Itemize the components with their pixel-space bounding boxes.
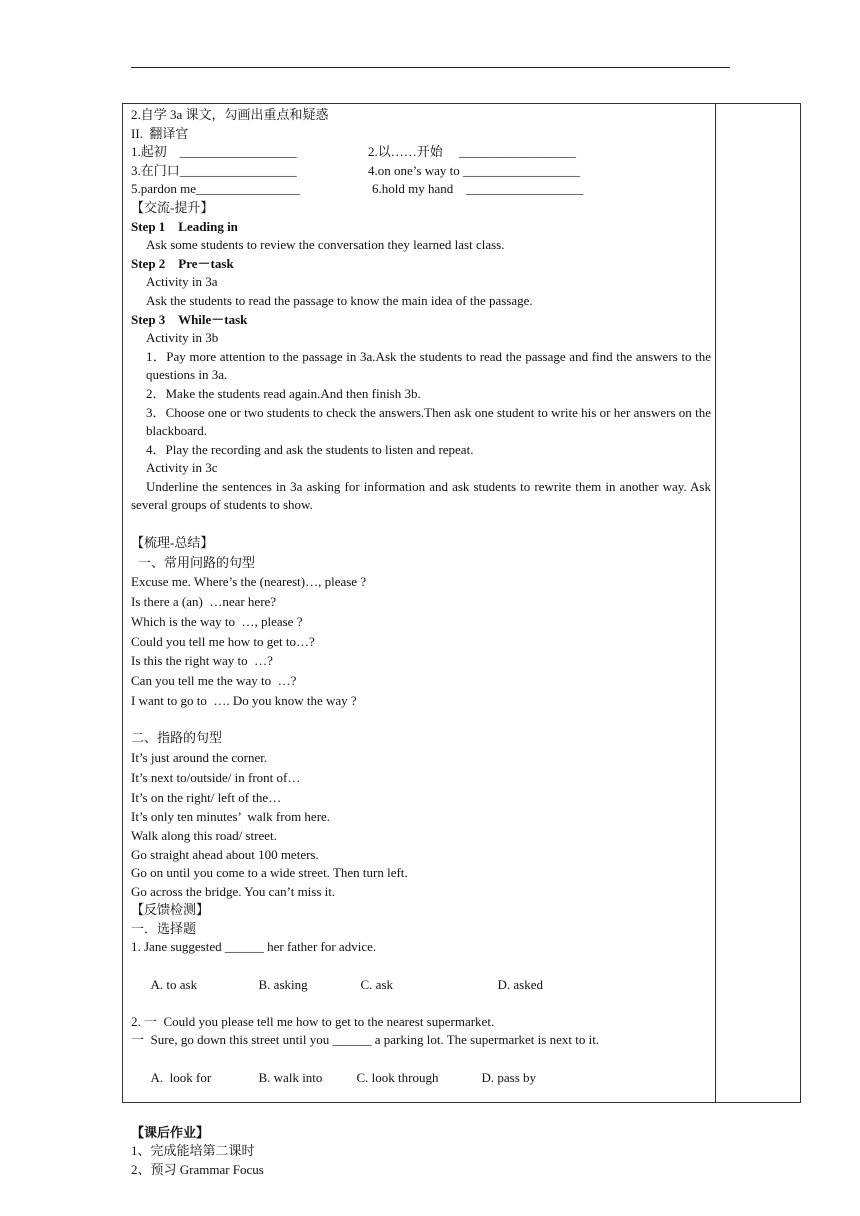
summary-heading: 【梳理-总结】 <box>131 535 214 551</box>
asking-sentence: Which is the way to …, please ? <box>131 613 303 629</box>
homework-item-1: 1、完成能培第二课时 <box>131 1143 255 1159</box>
giving-sentence: Go across the bridge. You can’t miss it. <box>131 883 336 899</box>
option-d: D. asked <box>497 976 543 992</box>
question-2: 2. 一 Could you please tell me how to get to the nearest supermarket. <box>131 1013 495 1029</box>
asking-sentence: Can you tell me the way to …? <box>131 672 297 688</box>
activity-3c-label: Activity in 3c <box>146 460 218 476</box>
giving-sentence: It’s on the right/ left of the… <box>131 789 282 805</box>
asking-sentence: I want to go to …. Do you know the way ? <box>131 692 357 708</box>
translation-row-3: 5.pardon me________________ 6.hold my hand __________________ <box>131 181 584 197</box>
step-3-item-4: 4．Play the recording and ask the students to listen and repeat. <box>146 441 474 457</box>
exchange-heading: 【交流-提升】 <box>131 199 214 215</box>
multiple-choice-heading: 一．选择题 <box>131 920 197 936</box>
option-b: B. asking <box>258 976 308 992</box>
question-1: 1. Jane suggested ______ her father for advice. <box>131 939 377 955</box>
question-2-options <box>131 1050 711 1106</box>
column-divider <box>715 104 716 1102</box>
spacer <box>131 710 711 728</box>
asking-sentence: Is there a (an) …near here? <box>131 594 277 610</box>
giving-sentence: It’s just around the corner. <box>131 750 268 766</box>
option-c: C. look through <box>356 1069 439 1085</box>
spacer <box>131 1106 711 1124</box>
giving-sentence: It’s only ten minutes’ walk from here. <box>131 809 331 825</box>
self-study-line: 2.自学 3a 课文，勾画出重点和疑惑 <box>131 107 329 122</box>
activity-3c-text: Underline the sentences in 3a asking for information and ask students to rewrite them in another way. Ask several groups of students to show. <box>131 478 711 513</box>
giving-sentence: It’s next to/outside/ in front of… <box>131 769 301 785</box>
step-1-text: Ask some students to review the conversation they learned last class. <box>146 237 505 253</box>
step-3-item-2: 2．Make the students read again.And then finish 3b. <box>146 385 421 401</box>
step-3-item-1: 1．Pay more attention to the passage in 3a.Ask the students to read the passage and find the answers to the questions in 3a. <box>146 348 711 383</box>
step-2-heading: Step 2 Pre－task <box>131 255 234 271</box>
step-3-heading: Step 3 While－task <box>131 311 248 327</box>
header-rule <box>131 67 730 68</box>
lesson-content <box>131 106 711 1180</box>
step-2-text: Ask the students to read the passage to know the main idea of the passage. <box>146 292 533 308</box>
activity-3b-label: Activity in 3b <box>146 330 219 346</box>
homework-item-2: 2、预习 Grammar Focus <box>131 1162 264 1177</box>
lesson-table <box>122 103 801 1177</box>
option-c: C. ask <box>360 976 393 992</box>
option-d: D. pass by <box>481 1069 537 1085</box>
option-a: A. to ask <box>150 976 198 992</box>
option-b: B. walk into <box>258 1069 323 1085</box>
step-1-heading: Step 1 Leading in <box>131 218 238 234</box>
translation-row-1: 1.起初 __________________ 2.以……开始 __________________ <box>131 144 577 160</box>
translation-heading: II. 翻译官 <box>131 125 189 141</box>
step-3-item-3: 3．Choose one or two students to check the answers.Then ask one student to write his or her answers on the blackboard. <box>146 404 711 439</box>
option-a: A. look for <box>150 1069 212 1085</box>
question-2-reply: 一 Sure, go down this street until you ______ a parking lot. The supermarket is next to it. <box>131 1032 600 1048</box>
asking-sentence: Could you tell me how to get to…? <box>131 633 315 649</box>
homework-heading: 【课后作业】 <box>131 1124 210 1140</box>
asking-sentence: Is this the right way to …? <box>131 653 273 669</box>
asking-way-heading: 一、常用问路的句型 <box>138 554 256 570</box>
asking-sentence: Excuse me. Where’s the (nearest)…, please ? <box>131 574 367 590</box>
question-1-options <box>131 957 711 1013</box>
giving-way-heading: 二、指路的句型 <box>131 730 223 746</box>
translation-row-2: 3.在门口__________________ 4.on one’s way to __________________ <box>131 162 580 178</box>
giving-sentence: Go on until you come to a wide street. Then turn left. <box>131 865 408 881</box>
giving-sentence: Walk along this road/ street. <box>131 827 277 843</box>
giving-sentence: Go straight ahead about 100 meters. <box>131 846 319 862</box>
spacer <box>131 515 711 533</box>
feedback-heading: 【反馈检测】 <box>131 902 210 918</box>
activity-3a-label: Activity in 3a <box>146 274 218 290</box>
